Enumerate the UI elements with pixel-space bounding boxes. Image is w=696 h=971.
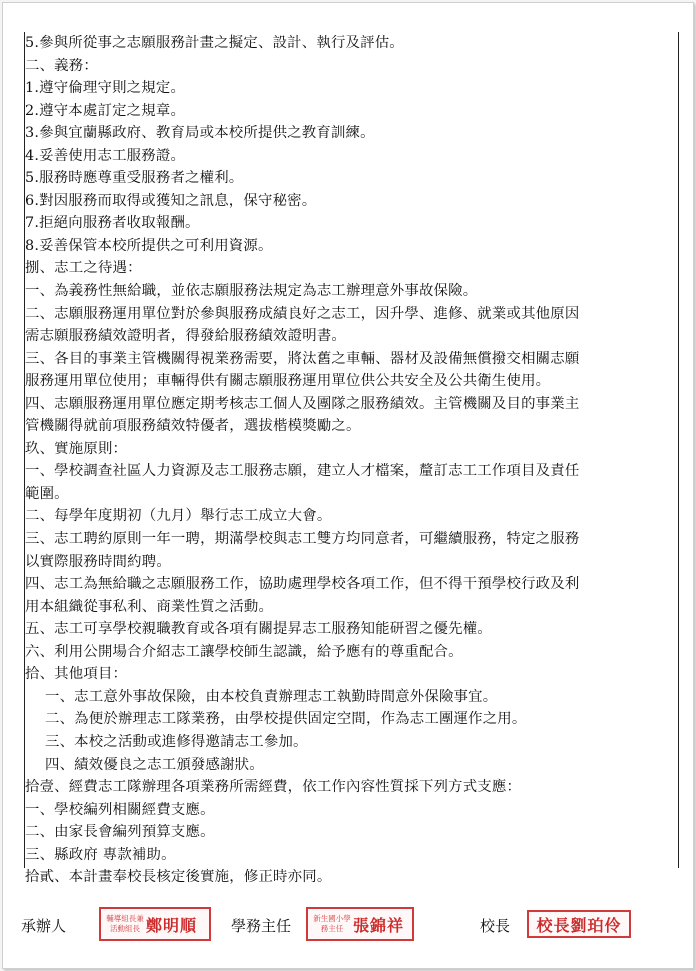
- text-line: 一、學校編列相關經費支應。: [25, 801, 215, 818]
- principal-stamp: [527, 910, 631, 938]
- text-line: 拾壹、經費志工隊辦理各項業務所需經費，依工作內容性質採下列方式支應：: [25, 779, 522, 796]
- text-line: 5.參與所從事之志願服務計畫之擬定、設計、執行及評估。: [25, 35, 404, 51]
- text-line: 6.對因服務而取得或獲知之訊息，保守秘密。: [25, 192, 317, 209]
- text-line: 三、縣政府 專款補助。: [25, 846, 176, 863]
- text-line: 三、本校之活動或進修得邀請志工參加。: [45, 733, 308, 750]
- text-line: 捌、志工之待遇：: [25, 260, 142, 277]
- text-line: 一、志工意外事故保險，由本校負責辦理志工執勤時間意外保險事宜。: [45, 688, 498, 705]
- document-page: [2, 2, 694, 969]
- text-line: 範圍。: [25, 485, 69, 502]
- text-line: 4.妥善使用志工服務證。: [25, 147, 186, 164]
- text-line: 1.遵守倫理守則之規定。: [25, 80, 186, 97]
- text-line: 7.拒絕向服務者收取報酬。: [25, 215, 200, 232]
- text-line: 四、績效優良之志工頒發感謝狀。: [45, 756, 264, 773]
- handler-label: 承辦人: [21, 917, 67, 935]
- text-line: 六、利用公開場合介紹志工讓學校師生認識，給予應有的尊重配合。: [25, 643, 463, 660]
- text-line: 2.遵守本處訂定之規章。: [25, 102, 186, 119]
- director-stamp-name: 張錦祥: [353, 915, 405, 935]
- principal-label: 校長: [480, 917, 511, 935]
- text-line: 五、志工可享學校親職教育或各項有關提昇志工服務知能研習之優先權。: [25, 621, 492, 638]
- text-line: 四、志願服務運用單位應定期考核志工個人及團隊之服務績效。主管機關及目的事業主: [25, 395, 580, 412]
- text-line: 三、志工聘約原則一年一聘，期滿學校與志工雙方均同意者，可繼續服務，特定之服務: [25, 531, 580, 548]
- text-line: 玖、實施原則：: [25, 440, 128, 457]
- text-line: 二、義務：: [25, 57, 98, 74]
- text-line: 5.服務時應尊重受服務者之權利。: [25, 170, 244, 187]
- director-stamp-title: 新生國小學務主任: [313, 914, 351, 933]
- text-line: 四、志工為無給職之志願服務工作，協助處理學校各項工作，但不得干預學校行政及利: [25, 576, 580, 593]
- text-line: 一、學校調查社區人力資源及志工服務志願，建立人才檔案，釐訂志工工作項目及責任: [25, 463, 580, 480]
- text-line: 二、由家長會編列預算支應。: [25, 824, 215, 841]
- text-line: 三、各目的事業主管機關得視業務需要，將汰舊之車輛、器材及設備無償撥交相關志願: [25, 350, 580, 367]
- text-line: 一、為義務性無給職，並依志願服務法規定為志工辦理意外事故保險。: [25, 283, 478, 300]
- text-line: 二、志願服務運用單位對於參與服務成績良好之志工，因升學、進修、就業或其他原因: [25, 305, 580, 322]
- text-line: 以實際服務時間約聘。: [25, 553, 171, 570]
- text-line: 管機關得就前項服務績效特優者，選拔楷模獎勵之。: [25, 418, 361, 435]
- handler-stamp: [99, 907, 211, 941]
- text-line: 二、為便於辦理志工隊業務，由學校提供固定空間，作為志工團運作之用。: [45, 711, 527, 728]
- text-line: 拾貳、本計畫奉校長核定後實施，修正時亦同。: [25, 869, 332, 886]
- text-line: 需志願服務績效證明者，得發給服務績效證明書。: [25, 328, 346, 345]
- handler-stamp-name: 鄭明順: [146, 915, 198, 935]
- text-line: 二、每學年度期初（九月）舉行志工成立大會。: [25, 508, 332, 525]
- text-line: 3.參與宜蘭縣政府、教育局或本校所提供之教育訓練。: [25, 125, 375, 142]
- text-line: 用本組織從事私利、商業性質之活動。: [25, 598, 274, 615]
- director-stamp: [306, 907, 414, 941]
- text-line: 服務運用單位使用；車輛得供有關志願服務運用單位供公共安全及公共衛生使用。: [25, 373, 551, 390]
- handler-stamp-title: 輔導組長兼活動組長: [106, 914, 144, 933]
- principal-stamp-text: 校長劉珀伶: [536, 915, 622, 935]
- text-line: 8.妥善保管本校所提供之可利用資源。: [25, 237, 273, 254]
- text-line: 拾、其他項目：: [25, 666, 128, 683]
- document-body: [25, 32, 677, 889]
- director-label: 學務主任: [231, 917, 292, 935]
